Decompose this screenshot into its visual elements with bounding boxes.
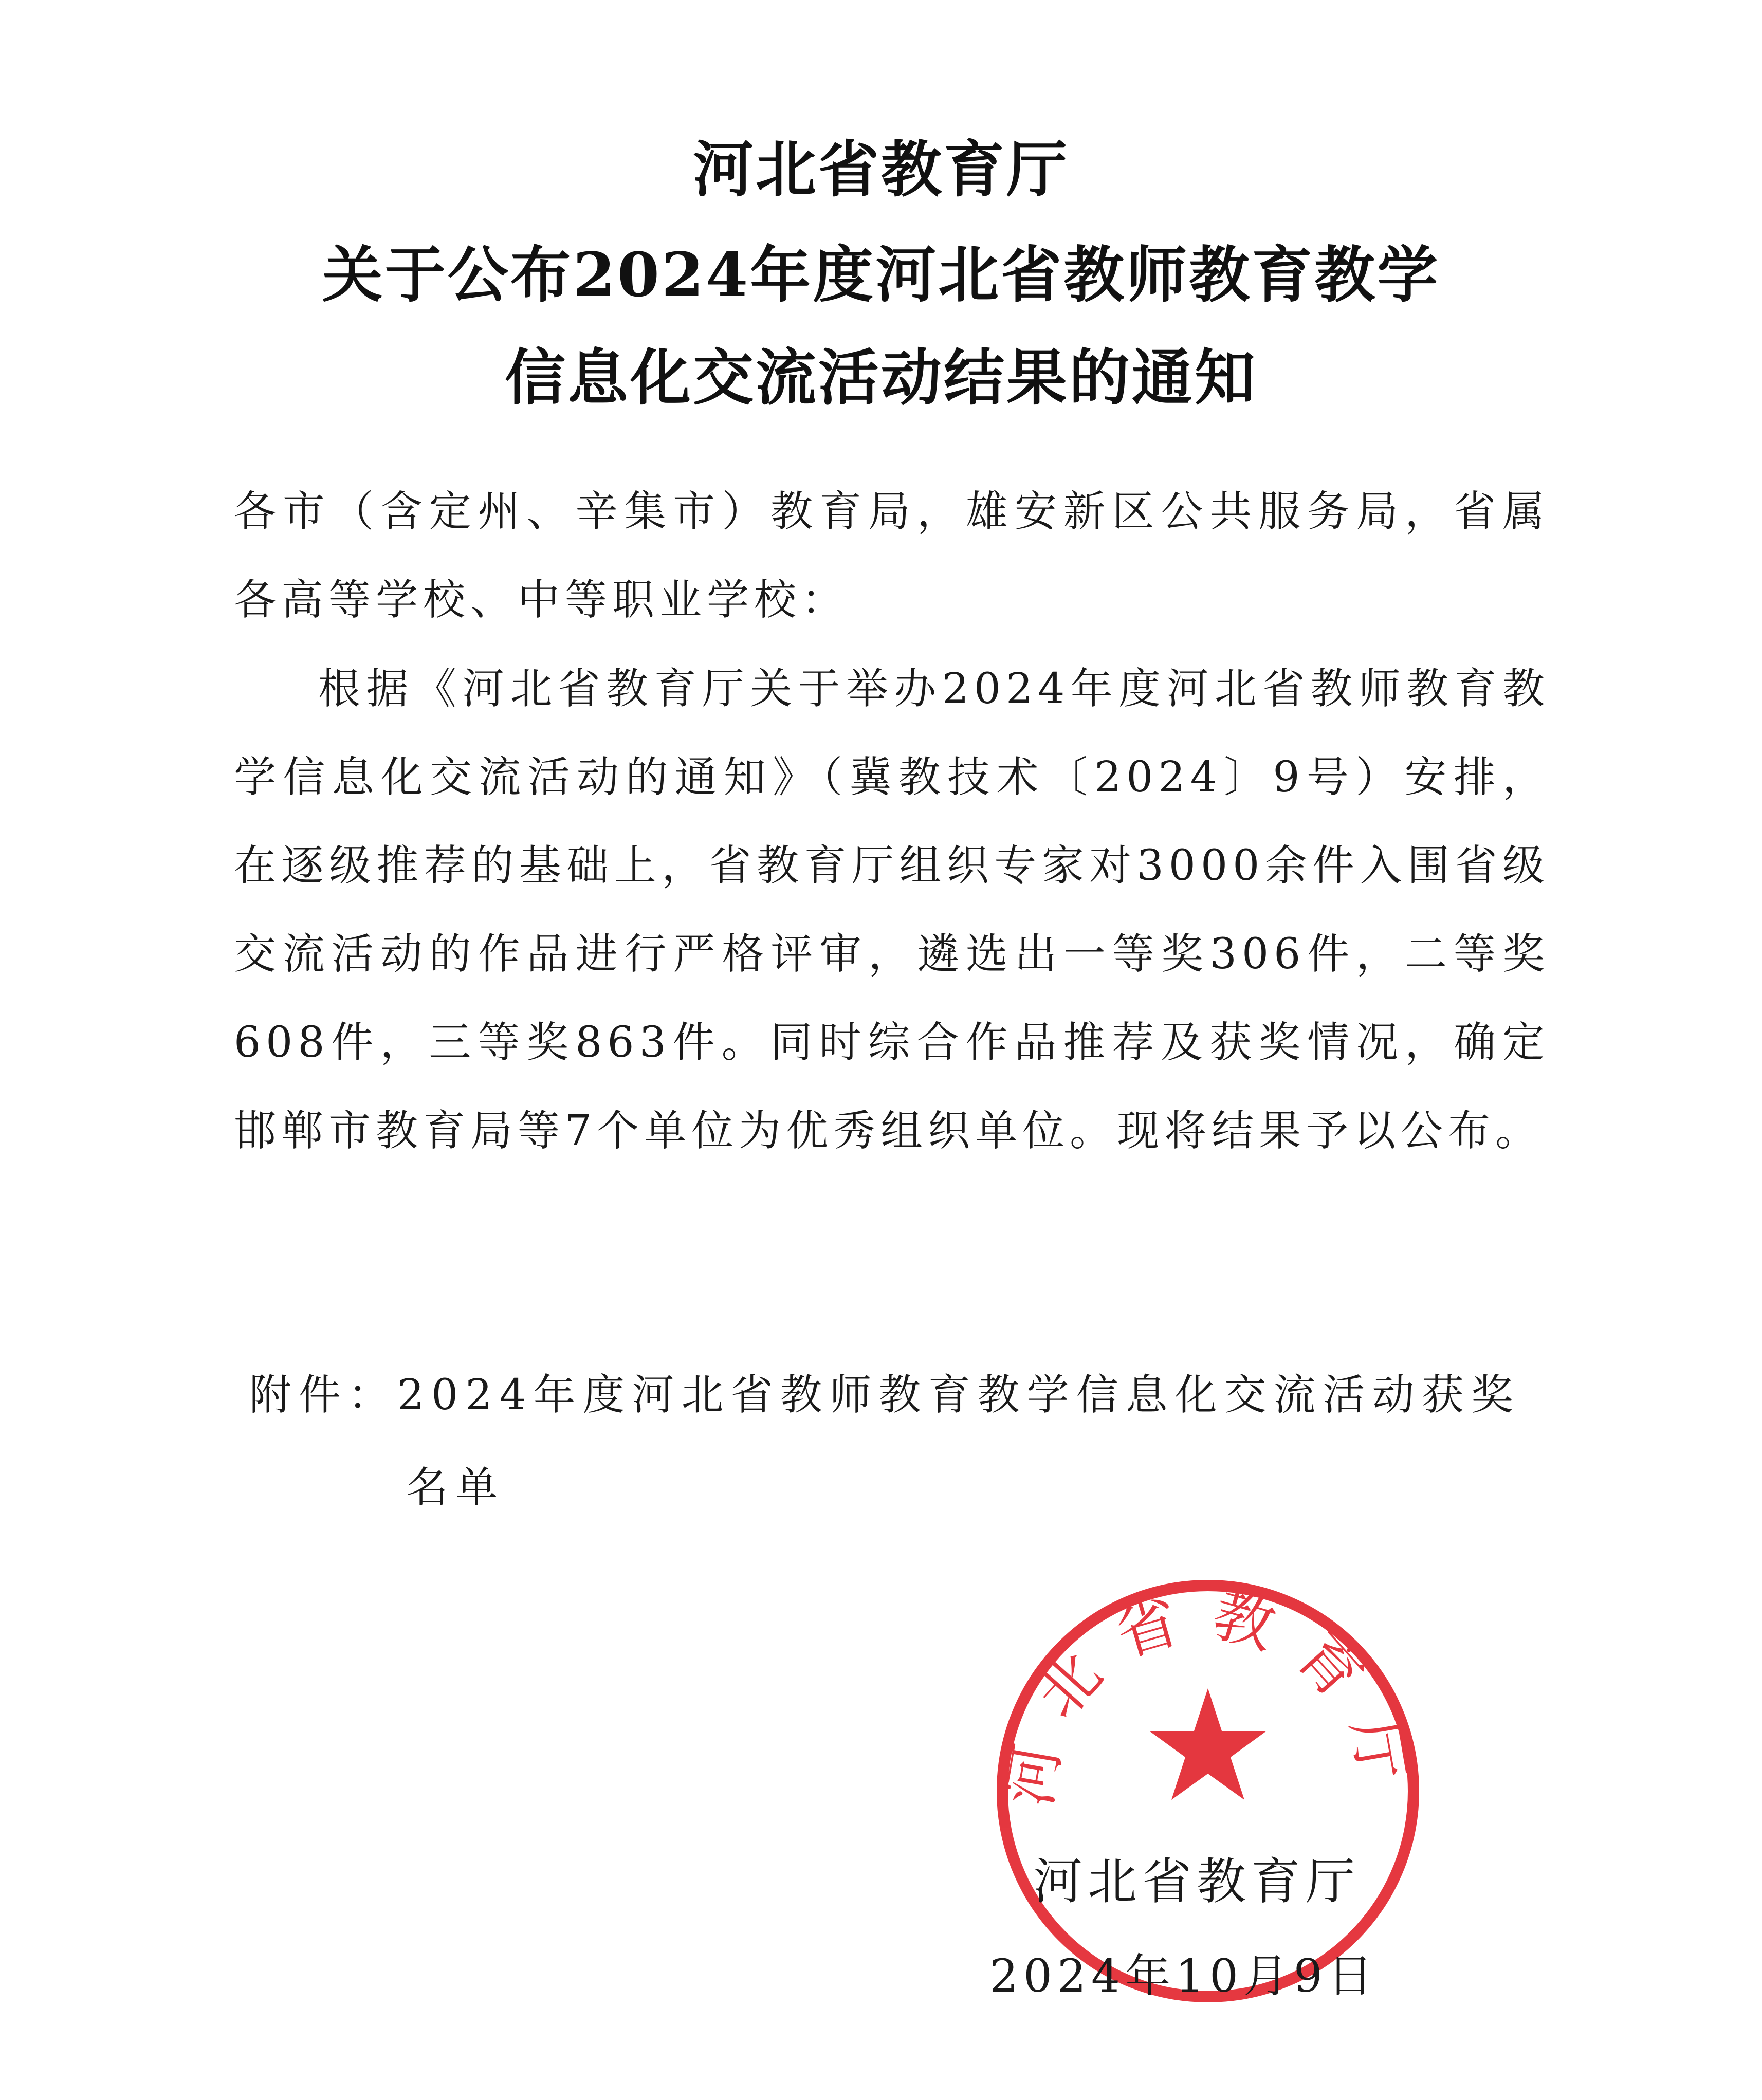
attachment-line-1: 附件：2024年度河北省教师教育教学信息化交流活动获奖 — [249, 1371, 1520, 1420]
title-line-3: 信息化交流活动结果的通知 — [504, 342, 1257, 413]
body-paragraph: 根据《河北省教育厅关于举办2024年度河北省教师教育教学信息化交流活动的通知》（冀教技术〔2024〕9号）安排，在逐级推荐的基础上，省教育厅组织专家对3000余件入围省级交流活动的作品进行严格评审，遴选出一等奖306件，二等奖608件，三等奖863件。同时综合作品推荐及获奖情况，确定邯郸市教育局等7个单位为优秀组织单位。现将结果予以公布。 — [234, 665, 1550, 1155]
seal-text: 河北省教育厅 — [993, 1578, 1423, 1812]
attachment-line-2: 名单 — [406, 1463, 505, 1512]
signature-organization: 河北省教育厅 — [1033, 1853, 1360, 1910]
title-line-1: 河北省教育厅 — [692, 134, 1069, 205]
signature-date: 2024年10月9日 — [989, 1949, 1378, 2002]
seal-star-icon — [1149, 1688, 1267, 1800]
title-line-2: 关于公布2024年度河北省教师教育教学 — [322, 239, 1440, 310]
attachment-note — [249, 1349, 1673, 1534]
salutation: 各市（含定州、辛集市）教育局，雄安新区公共服务局，省属各高等学校、中等职业学校： — [234, 487, 1550, 624]
